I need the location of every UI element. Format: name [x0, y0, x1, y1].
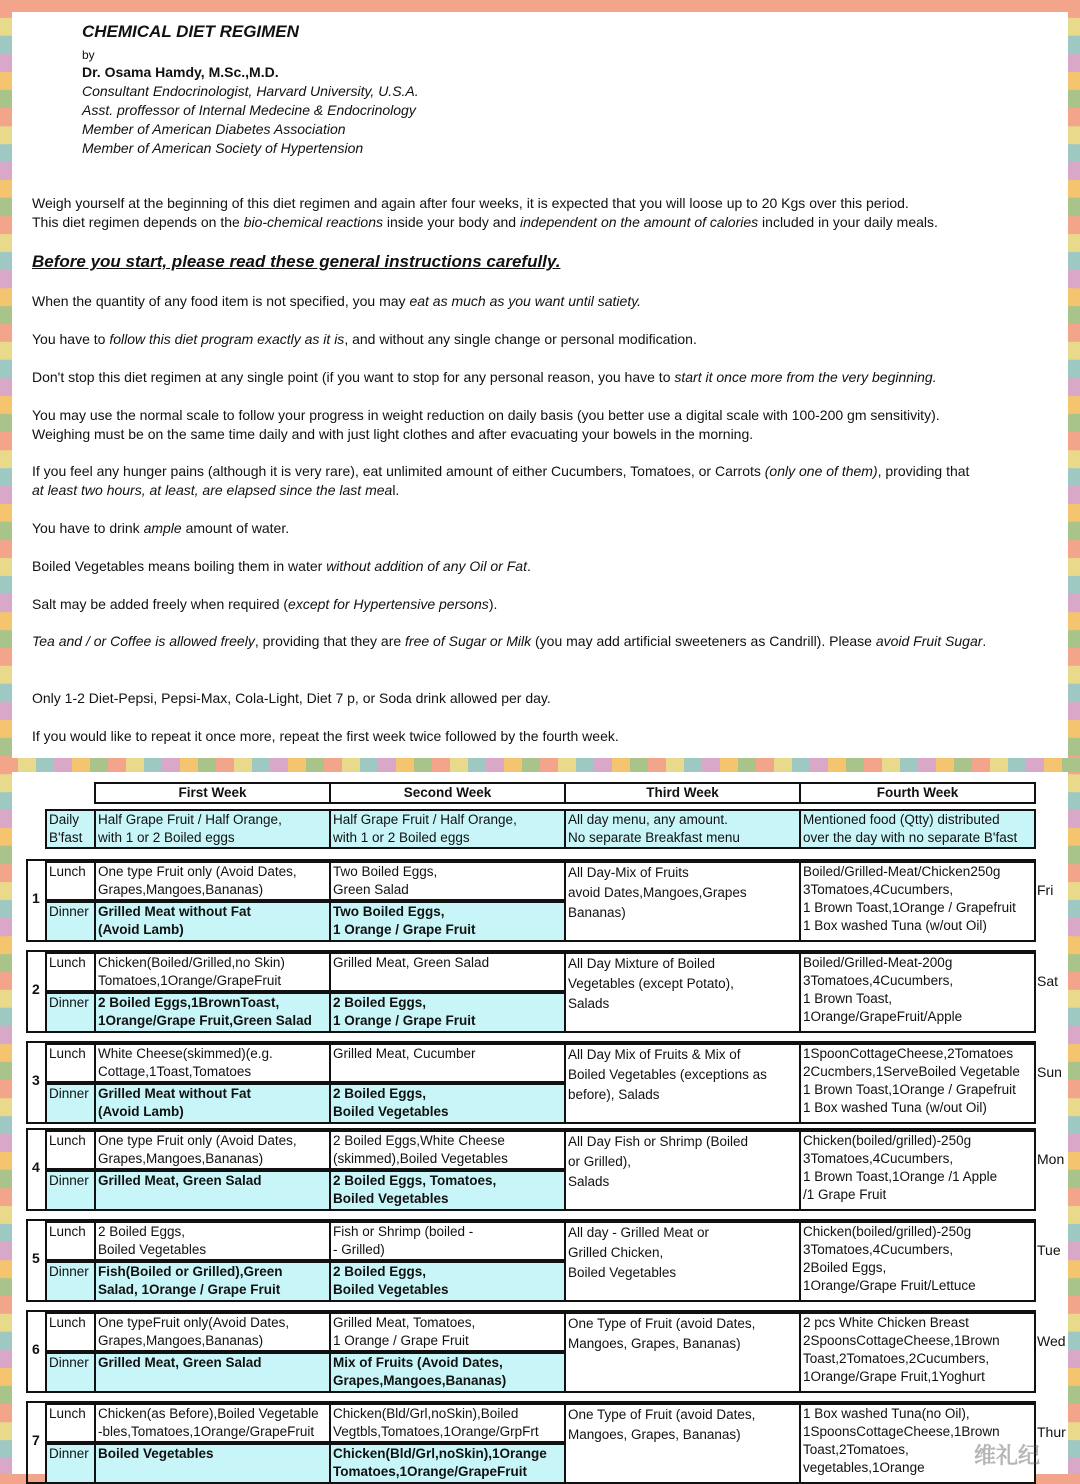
meal-cell-lunch: [94, 952, 331, 992]
cell-line: One type Fruit only (Avoid Dates,: [98, 864, 297, 879]
meal-cell-dinner: [94, 992, 331, 1033]
text: start it once more from the very beginning.: [674, 369, 937, 385]
meal-cell-allday: [564, 1312, 801, 1393]
cell-line: 3Tomatoes,4Cucumbers,: [803, 973, 954, 988]
cell-line: Chicken(boiled/grilled)-250g: [803, 1133, 972, 1148]
cell-line: 2 pcs White Chicken Breast: [803, 1315, 969, 1330]
text: , providing that: [877, 463, 970, 479]
meal-cell-allday: [799, 1130, 1036, 1211]
text: When the quantity of any food item is not specified, you may: [32, 293, 410, 309]
cell-line: 3Tomatoes,4Cucumbers,: [803, 1151, 954, 1166]
text: Boiled Vegetables means boiling them in water: [32, 558, 327, 574]
weekday-name: Sun: [1037, 1064, 1062, 1080]
text: avoid Fruit Sugar: [875, 633, 983, 649]
instruction-item: [32, 632, 1062, 651]
day-number: 6: [32, 1341, 40, 1357]
cell-line: Grilled Meat without Fat: [98, 1086, 252, 1101]
cell-line: Mix of Fruits (Avoid Dates,: [333, 1355, 503, 1370]
cell-line: Tomatoes,1Orange/GrapeFruit: [333, 1464, 528, 1479]
cell-line: Boiled Vegetables (exceptions as: [568, 1067, 767, 1082]
cell-line: 3Tomatoes,4Cucumbers,: [803, 1242, 954, 1257]
instruction-item: [32, 519, 1062, 538]
cell-line: before), Salads: [568, 1087, 660, 1102]
text: without addition of any Oil or Fat: [326, 558, 527, 574]
meal-cell-lunch: [329, 1221, 566, 1261]
cell-line: Grilled Chicken,: [568, 1245, 664, 1260]
lunch-label: [45, 1403, 96, 1443]
meal-cell-allday: [564, 1130, 801, 1211]
week-header: [94, 782, 331, 804]
cell-line: Boiled Vegetables: [98, 1446, 214, 1461]
cell-line: 1 Box washed Tuna (w/out Oil): [803, 1100, 987, 1115]
cell-line: Grilled Meat without Fat: [98, 904, 252, 919]
cell-line: Chicken(as Before),Boiled Vegetable: [98, 1406, 319, 1421]
cell-line: All Day-Mix of Fruits: [568, 865, 689, 880]
meal-cell-lunch: [94, 1312, 331, 1352]
cell-line: Dinner: [49, 1173, 89, 1188]
dinner-label: [45, 1083, 96, 1124]
dinner-label: [45, 992, 96, 1033]
instruction-item: If you would like to repeat it once more, repeat the first week twice followed by the fourth week.: [32, 728, 619, 744]
cell-line: 1 Brown Toast,1Orange / Grapefruit: [803, 1082, 1016, 1097]
text: You have to drink: [32, 520, 144, 536]
day-number: 1: [32, 890, 40, 906]
cell-line: Salads: [568, 1174, 610, 1189]
document-header: [82, 22, 419, 158]
instructions-heading: Before you start, please read these general instructions carefully.: [32, 252, 561, 271]
cell-line: Chicken(Bld/Grl,noSkin),Boiled: [333, 1406, 519, 1421]
text: If you feel any hunger pains (although it is very rare), eat unlimited amount of either Cucumbers, Tomatoes, or Carrots: [32, 463, 765, 479]
instruction-item: [32, 406, 1062, 444]
breakfast-label: [45, 809, 96, 849]
dinner-label: [45, 1352, 96, 1393]
cell-line: 1Orange/Grape Fruit/Lettuce: [803, 1278, 976, 1293]
cell-line: 1SpoonsCottageCheese,1Brown: [803, 1424, 1000, 1439]
text: follow this diet program exactly as it is: [109, 331, 345, 347]
cell-line: All day menu, any amount.: [568, 812, 728, 827]
intro-text: inside your body and: [383, 214, 520, 230]
text: .: [982, 633, 987, 649]
cell-line: Mentioned food (Qtty) distributed: [803, 812, 1000, 827]
meal-cell-allday: [799, 861, 1036, 942]
meal-cell-allday: [799, 1221, 1036, 1302]
intro-text: independent on the amount of calories: [519, 214, 759, 230]
cell-line: Dinner: [49, 995, 89, 1010]
weekday-name: Sat: [1037, 973, 1059, 989]
cell-line: 1 Box washed Tuna (w/out Oil): [803, 918, 987, 933]
cell-line: Chicken(Bld/Grl,noSkin),1Orange: [333, 1446, 547, 1461]
cell-line: Lunch: [49, 1046, 86, 1061]
weekday-name: Wed: [1037, 1333, 1066, 1349]
dinner-label: [45, 1170, 96, 1211]
weekday-name: Thur: [1037, 1424, 1066, 1440]
cell-line: One Type of Fruit (avoid Dates,: [568, 1407, 756, 1422]
cell-line: White Cheese(skimmed)(e.g.: [98, 1046, 273, 1061]
author-name: Dr. Osama Hamdy, M.Sc.,M.D.: [82, 64, 279, 80]
cell-line: with 1 or 2 Boiled eggs: [98, 830, 235, 845]
intro-paragraph: [32, 194, 1062, 232]
meal-cell-allday: [564, 861, 801, 942]
lunch-label: [45, 1312, 96, 1352]
text: free of Sugar or Milk: [405, 633, 532, 649]
text: Salt may be added freely when required (: [32, 596, 289, 612]
meal-cell-lunch: [329, 1312, 566, 1352]
instruction-item: [32, 462, 1062, 500]
cell-line: 1 Brown Toast,1Orange /1 Apple: [803, 1169, 998, 1184]
text: , providing that they are: [254, 633, 406, 649]
cell-line: Boiled Vegetables: [333, 1104, 449, 1119]
cell-line: Boiled Vegetables: [333, 1282, 449, 1297]
cell-line: 2 Boiled Eggs,: [333, 995, 427, 1010]
lunch-label: [45, 1043, 96, 1083]
cell-line: 1Orange/GrapeFruit/Apple: [803, 1009, 963, 1024]
breakfast-cell: [329, 809, 566, 849]
cell-line: Grapes,Mangoes,Bananas): [98, 1151, 264, 1166]
cell-line: Lunch: [49, 1133, 86, 1148]
cell-line: All Day Mixture of Boiled: [568, 956, 716, 971]
cell-line: No separate Breakfast menu: [568, 830, 740, 845]
text: You may use the normal scale to follow your progress in weight reduction on daily basis (you better use a digital scale with 100-200 gm sensitivity).: [32, 407, 940, 423]
credential-line: Consultant Endocrinologist, Harvard University, U.S.A.: [82, 83, 419, 99]
meal-cell-dinner: [94, 1083, 331, 1124]
meal-cell-allday: [564, 1403, 801, 1484]
cell-line: Bananas): [568, 905, 626, 920]
text: .: [526, 558, 531, 574]
breakfast-cell: [564, 809, 801, 849]
cell-line: Two Boiled Eggs,: [333, 904, 445, 919]
credential-line: Member of American Diabetes Association: [82, 121, 346, 137]
text: , and without any single change or personal modification.: [344, 331, 697, 347]
meal-cell-lunch: [329, 1403, 566, 1443]
text: (you may add artificial sweeteners as Candrill). Please: [531, 633, 876, 649]
lunch-label: [45, 1130, 96, 1170]
instruction-item: [32, 292, 1062, 311]
dinner-label: [45, 1261, 96, 1302]
cell-line: 2 Boiled Eggs,1BrownToast,: [98, 995, 280, 1010]
meal-cell-dinner: [94, 901, 331, 942]
cell-line: Mangoes, Grapes, Bananas): [568, 1336, 741, 1351]
cell-line: 2 Boiled Eggs,: [333, 1086, 427, 1101]
cell-line: Toast,2Tomatoes,: [803, 1442, 909, 1457]
cell-line: 3Tomatoes,4Cucumbers,: [803, 882, 954, 897]
cell-line: Salad, 1Orange / Grape Fruit: [98, 1282, 281, 1297]
meal-cell-allday: [799, 1043, 1036, 1124]
cell-line: Boiled Vegetables: [98, 1242, 207, 1257]
cell-line: B'fast: [49, 830, 83, 845]
cell-line: Mangoes, Grapes, Bananas): [568, 1427, 741, 1442]
meal-cell-dinner: [329, 1352, 566, 1393]
dinner-label: [45, 901, 96, 942]
day-number: 3: [32, 1072, 40, 1088]
lunch-label: [45, 861, 96, 901]
day-number: 5: [32, 1250, 40, 1266]
cell-line: 1 Box washed Tuna(no Oil),: [803, 1406, 970, 1421]
cell-line: Lunch: [49, 1315, 86, 1330]
cell-line: Grapes,Mangoes,Bananas): [98, 882, 264, 897]
cell-line: Cottage,1Toast,Tomatoes: [98, 1064, 252, 1079]
cell-line: Fish or Shrimp (boiled -: [333, 1224, 474, 1239]
by-line: by: [82, 48, 95, 62]
intro-text: bio-chemical reactions: [243, 214, 383, 230]
cell-line: Lunch: [49, 955, 86, 970]
cell-line: 1Orange/Grape Fruit,1Yoghurt: [803, 1369, 985, 1384]
cell-line: All Day Mix of Fruits & Mix of: [568, 1047, 741, 1062]
cell-line: Second Week: [403, 785, 492, 800]
text: Tea and / or Coffee is allowed freely: [32, 633, 255, 649]
cell-line: All Day Fish or Shrimp (Boiled: [568, 1134, 749, 1149]
breakfast-cell: [799, 809, 1036, 849]
cell-line: Green Salad: [333, 882, 409, 897]
text: ample: [143, 520, 182, 536]
cell-line: Vegtbls,Tomatoes,1Orange/GrpFrt: [333, 1424, 539, 1439]
cell-line: One type Fruit only (Avoid Dates,: [98, 1133, 297, 1148]
decorative-border: [0, 758, 1080, 772]
cell-line: 1 Brown Toast,: [803, 991, 893, 1006]
cell-line: Dinner: [49, 904, 89, 919]
meal-cell-dinner: [94, 1170, 331, 1211]
intro-text: This diet regimen depends on the: [32, 214, 244, 230]
meal-cell-lunch: [329, 952, 566, 992]
cell-line: Grilled Meat, Tomatoes,: [333, 1315, 476, 1330]
cell-line: 1SpoonCottageCheese,2Tomatoes: [803, 1046, 1014, 1061]
text: (only one of them): [764, 463, 878, 479]
meal-cell-dinner: [329, 992, 566, 1033]
meal-cell-lunch: [94, 861, 331, 901]
meal-cell-dinner: [329, 901, 566, 942]
cell-line: Chicken(Boiled/Grilled,no Skin): [98, 955, 285, 970]
cell-line: Two Boiled Eggs,: [333, 864, 438, 879]
meal-cell-dinner: [94, 1261, 331, 1302]
document-title: CHEMICAL DIET REGIMEN: [82, 22, 299, 41]
day-number: 2: [32, 981, 40, 997]
cell-line: Lunch: [49, 864, 86, 879]
cell-line: Half Grape Fruit / Half Orange,: [98, 812, 282, 827]
cell-line: Vegetables (except Potato),: [568, 976, 734, 991]
cell-line: 1 Brown Toast,1Orange / Grapefruit: [803, 900, 1016, 915]
cell-line: Dinner: [49, 1086, 89, 1101]
instruction-item: Only 1-2 Diet-Pepsi, Pepsi-Max, Cola-Light, Diet 7 p, or Soda drink allowed per day.: [32, 690, 551, 706]
meal-cell-dinner: [329, 1083, 566, 1124]
meal-cell-dinner: [329, 1170, 566, 1211]
cell-line: Daily: [49, 812, 80, 827]
cell-line: (skimmed),Boiled Vegetables: [333, 1151, 508, 1166]
cell-line: Chicken(boiled/grilled)-250g: [803, 1224, 972, 1239]
text: except for Hypertensive persons: [288, 596, 489, 612]
cell-line: Dinner: [49, 1355, 89, 1370]
cell-line: 2 Boiled Eggs,White Cheese: [333, 1133, 505, 1148]
cell-line: Boiled/Grilled-Meat/Chicken250g: [803, 864, 1001, 879]
meal-cell-lunch: [94, 1130, 331, 1170]
text: Weighing must be on the same time daily and with just light clothes and after evacuating your bowels in the morning.: [32, 426, 754, 442]
cell-line: First Week: [178, 785, 247, 800]
cell-line: (Avoid Lamb): [98, 1104, 184, 1119]
credential-line: Asst. proffessor of Internal Medecine & Endocrinology: [82, 102, 416, 118]
cell-line: with 1 or 2 Boiled eggs: [333, 830, 470, 845]
cell-line: Grilled Meat, Cucumber: [333, 1046, 476, 1061]
cell-line: Grapes,Mangoes,Bananas): [98, 1333, 264, 1348]
cell-line: 2SpoonsCottageCheese,1Brown: [803, 1333, 1000, 1348]
cell-line: avoid Dates,Mangoes,Grapes: [568, 885, 747, 900]
day-number: 7: [32, 1432, 40, 1448]
instruction-item: [32, 557, 1062, 576]
cell-line: or Grilled),: [568, 1154, 632, 1169]
cell-line: 1 Orange / Grape Fruit: [333, 922, 476, 937]
text: Don't stop this diet regimen at any single point (if you want to stop for any personal reason, you have to: [32, 369, 675, 385]
meal-cell-lunch: [329, 861, 566, 901]
cell-line: Fish(Boiled or Grilled),Green: [98, 1264, 283, 1279]
cell-line: Tomatoes,1Orange/GrapeFruit: [98, 973, 282, 988]
cell-line: Boiled Vegetables: [568, 1265, 677, 1280]
meal-cell-allday: [564, 1221, 801, 1302]
cell-line: 2Boiled Eggs,: [803, 1260, 887, 1275]
meal-cell-dinner: [329, 1261, 566, 1302]
cell-line: Dinner: [49, 1264, 89, 1279]
cell-line: 2 Boiled Eggs,: [98, 1224, 186, 1239]
lunch-label: [45, 952, 96, 992]
lunch-label: [45, 1221, 96, 1261]
cell-line: Lunch: [49, 1406, 86, 1421]
cell-line: Dinner: [49, 1446, 89, 1461]
week-header: [564, 782, 801, 804]
cell-line: Lunch: [49, 1224, 86, 1239]
cell-line: over the day with no separate B'fast: [803, 830, 1018, 845]
cell-line: Grilled Meat, Green Salad: [98, 1355, 262, 1370]
meal-cell-lunch: [329, 1130, 566, 1170]
instruction-item: [32, 330, 1062, 349]
cell-line: Grilled Meat, Green Salad: [98, 1173, 262, 1188]
cell-line: Grapes,Mangoes,Bananas): [333, 1373, 507, 1388]
cell-line: Salads: [568, 996, 610, 1011]
cell-line: (Avoid Lamb): [98, 922, 184, 937]
cell-line: 2Cucmbers,1ServeBoiled Vegetable: [803, 1064, 1020, 1079]
dinner-label: [45, 1443, 96, 1484]
cell-line: One Type of Fruit (avoid Dates,: [568, 1316, 756, 1331]
cell-line: Grilled Meat, Green Salad: [333, 955, 490, 970]
text: ).: [488, 596, 498, 612]
cell-line: Boiled Vegetables: [333, 1191, 449, 1206]
intro-text: included in your daily meals.: [758, 214, 938, 230]
cell-line: 1Orange/Grape Fruit,Green Salad: [98, 1013, 312, 1028]
cell-line: Boiled/Grilled-Meat-200g: [803, 955, 953, 970]
meal-cell-lunch: [94, 1403, 331, 1443]
weekday-name: Mon: [1037, 1151, 1065, 1167]
instruction-item: [32, 368, 1062, 387]
cell-line: One typeFruit only(Avoid Dates,: [98, 1315, 290, 1330]
meal-cell-dinner: [329, 1443, 566, 1484]
cell-line: Third Week: [646, 785, 719, 800]
weekday-name: Fri: [1037, 882, 1054, 898]
text: eat as much as you want until satiety.: [409, 293, 642, 309]
meal-cell-allday: [564, 952, 801, 1033]
meal-cell-lunch: [94, 1221, 331, 1261]
cell-line: 2 Boiled Eggs,: [333, 1264, 427, 1279]
cell-line: -bles,Tomatoes,1Orange/GrapeFruit: [98, 1424, 315, 1439]
text: at least two hours, at least, are elapsed since the last mea: [32, 482, 393, 498]
week-header: [799, 782, 1036, 804]
meal-cell-dinner: [94, 1443, 331, 1484]
meal-cell-allday: [799, 1312, 1036, 1393]
cell-line: Toast,2Tomatoes,2Cucumbers,: [803, 1351, 990, 1366]
cell-line: vegetables,1Orange: [803, 1460, 925, 1475]
cell-line: Fourth Week: [876, 785, 959, 800]
cell-line: 1 Orange / Grape Fruit: [333, 1333, 469, 1348]
text: l.: [392, 482, 400, 498]
cell-line: 2 Boiled Eggs, Tomatoes,: [333, 1173, 497, 1188]
instruction-item: [32, 595, 1062, 614]
cell-line: 1 Orange / Grape Fruit: [333, 1013, 476, 1028]
credential-line: Member of American Society of Hypertension: [82, 140, 364, 156]
text: amount of water.: [181, 520, 290, 536]
day-number: 4: [32, 1159, 40, 1175]
meal-cell-allday: [799, 952, 1036, 1033]
breakfast-cell: [94, 809, 331, 849]
cell-line: Half Grape Fruit / Half Orange,: [333, 812, 517, 827]
week-header: [329, 782, 566, 804]
text: You have to: [32, 331, 110, 347]
watermark: 维礼纪: [973, 1443, 1040, 1468]
intro-line-1: Weigh yourself at the beginning of this diet regimen and again after four weeks, it is expected that you will loose up to 20 Kgs over this period.: [32, 195, 909, 211]
cell-line: - Grilled): [333, 1242, 385, 1257]
meal-cell-lunch: [329, 1043, 566, 1083]
meal-cell-dinner: [94, 1352, 331, 1393]
cell-line: /1 Grape Fruit: [803, 1187, 887, 1202]
meal-cell-allday: [564, 1043, 801, 1124]
cell-line: All day - Grilled Meat or: [568, 1225, 710, 1240]
meal-cell-lunch: [94, 1043, 331, 1083]
weekday-name: Tue: [1037, 1242, 1061, 1258]
